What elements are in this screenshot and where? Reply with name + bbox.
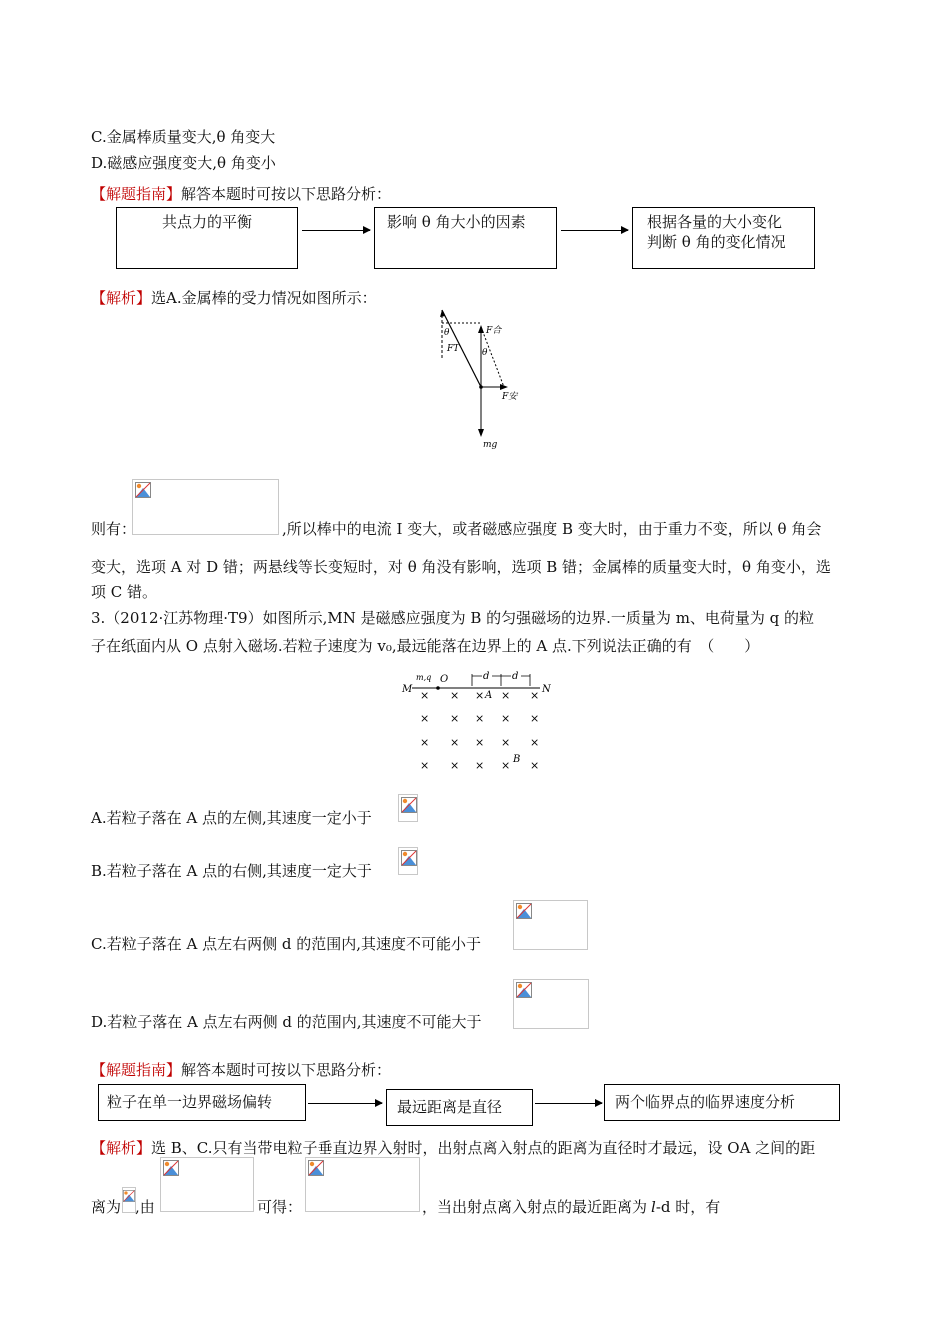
formula-image-placeholder-r	[160, 1157, 254, 1212]
analysis-2-text: 选 B、C.只有当带电粒子垂直边界入射时，出射点离入射点的距离为直径时才最远，设 OA 之间的距	[151, 1139, 816, 1157]
broken-image-icon	[516, 982, 532, 998]
analysis-1-tag: 【解析】	[91, 289, 152, 307]
analysis-1-text: 选A.金属棒的受力情况如图所示：	[151, 289, 377, 307]
field-cross-r3-c0: ×	[420, 759, 430, 772]
formula-image-placeholder-1	[132, 479, 279, 535]
broken-image-icon	[135, 482, 151, 498]
flow-arrow-1	[302, 230, 370, 231]
label-mq: m,q	[416, 673, 432, 682]
formula-image-placeholder-b	[398, 847, 418, 875]
analysis-1-line-2: 变大，选项 A 对 D 错；两悬线等长变短时，对 θ 角没有影响，选项 B 错；金属棒的质量变大时，θ 角变小，选	[91, 558, 831, 576]
field-cross-r0-c4: ×	[530, 689, 540, 702]
field-cross-r2-c2: ×	[475, 736, 485, 749]
broken-image-icon	[163, 1160, 179, 1176]
flow2-box-1-label: 粒子在单一边界磁场偏转	[107, 1093, 273, 1111]
flow-box-1-label: 共点力的平衡	[161, 213, 252, 231]
flow2-box-1	[98, 1084, 306, 1121]
guide-2-text: 解答本题时可按以下思路分析：	[181, 1061, 392, 1079]
theta-label-2: θ	[482, 348, 488, 358]
guide-2-heading	[91, 1060, 391, 1080]
flow2-box-2-label: 最远距离是直径	[397, 1098, 503, 1116]
analysis-2-line-2c: 可得：	[257, 1198, 303, 1216]
analysis-1-heading	[91, 288, 377, 308]
analysis-1-line-1: ,所以棒中的电流 I 变大，或者磁感应强度 B 变大时，由于重力不变，所以 θ 角会	[282, 520, 822, 538]
flow-box-3-line-1: 根据各量的大小变化	[647, 213, 783, 231]
flow2-box-3	[604, 1084, 840, 1121]
field-cross-r1-c0: ×	[420, 712, 430, 725]
broken-image-icon	[401, 797, 417, 813]
guide-1-heading	[91, 184, 391, 204]
analysis-2-line-2a: 离为	[91, 1198, 122, 1216]
guide-1-text: 解答本题时可按以下思路分析：	[181, 185, 392, 203]
force-diagram	[420, 305, 530, 450]
field-cross-r0-c1: ×	[450, 689, 460, 702]
field-cross-r1-c4: ×	[530, 712, 540, 725]
question-3-line-2: 子在纸面内从 O 点射入磁场.若粒子速度为 v₀,最远能落在边界上的 A 点.下列说法正确的有 （ ）	[91, 637, 760, 655]
gravity-arrowhead	[478, 429, 484, 437]
analysis-2-line-2e-text: -d 时，有	[655, 1198, 721, 1216]
analysis-2-line-2d-text: ，当出射点离入射点的最近距离为	[422, 1198, 648, 1216]
field-cross-r0-c2: ×	[475, 689, 485, 702]
flow-box-3-line-2: 判断 θ 角的变化情况	[647, 233, 786, 251]
f-an-label: F安	[502, 392, 518, 402]
field-cross-r2-c0: ×	[420, 736, 430, 749]
guide-1-tag: 【解题指南】	[91, 185, 182, 203]
field-cross-r1-c2: ×	[475, 712, 485, 725]
flow-box-3	[632, 207, 815, 269]
flow-box-2-label: 影响 θ 角大小的因素	[387, 213, 526, 231]
field-cross-r0-c0: ×	[420, 689, 430, 702]
label-b: B	[513, 754, 521, 765]
option-d: D.若粒子落在 A 点左右两侧 d 的范围内,其速度不可能大于	[91, 1013, 482, 1031]
option-c: C.若粒子落在 A 点左右两侧 d 的范围内,其速度不可能小于	[91, 935, 481, 953]
analysis-2-line-2d	[422, 1197, 720, 1217]
flow2-box-2	[386, 1089, 533, 1126]
field-cross-r2-c3: ×	[501, 736, 511, 749]
field-cross-r2-c4: ×	[530, 736, 540, 749]
flow2-arrow-2	[535, 1103, 602, 1104]
flow2-arrow-1	[308, 1103, 382, 1104]
label-d-2: d	[512, 671, 519, 682]
field-cross-r1-c3: ×	[501, 712, 511, 725]
label-o: O	[440, 674, 449, 685]
analysis-2-l-symbol: l	[651, 1198, 656, 1216]
option-b: B.若粒子落在 A 点的右侧,其速度一定大于	[91, 862, 372, 880]
flow-arrow-2	[561, 230, 628, 231]
label-n: N	[542, 684, 551, 695]
option-c-prev: C.金属棒质量变大,θ 角变大	[91, 128, 276, 146]
field-cross-r0-c3: ×	[501, 689, 511, 702]
theta-label-1: θ	[444, 328, 450, 338]
label-d-1: d	[483, 671, 490, 682]
rod-point	[479, 385, 483, 389]
formula-image-placeholder-c	[513, 900, 588, 950]
field-cross-r3-c1: ×	[450, 759, 460, 772]
field-cross-r2-c1: ×	[450, 736, 460, 749]
field-cross-r3-c2: ×	[475, 759, 485, 772]
formula-image-placeholder-d	[513, 979, 589, 1029]
ampere-arrowhead	[500, 384, 508, 390]
option-d-prev: D.磁感应强度变大,θ 角变小	[91, 154, 276, 172]
flow-box-2	[374, 207, 557, 269]
field-cross-r3-c3: ×	[501, 759, 511, 772]
f-he-label: F合	[486, 326, 502, 336]
f-t-label: FT	[447, 344, 460, 354]
analysis-1-line-3: 项 C 错。	[91, 583, 158, 601]
analysis-2-tag: 【解析】	[91, 1139, 152, 1157]
formula-image-placeholder-oa	[122, 1187, 136, 1213]
label-a: A	[485, 690, 493, 701]
formula-image-placeholder-a	[398, 794, 418, 822]
broken-image-icon	[308, 1160, 324, 1176]
field-cross-r3-c4: ×	[530, 759, 540, 772]
flow2-box-3-label: 两个临界点的临界速度分析	[615, 1093, 796, 1111]
broken-image-icon	[401, 850, 417, 866]
field-crosses	[420, 689, 539, 772]
mg-label: mg	[483, 440, 498, 450]
point-o	[436, 686, 440, 690]
analysis-2-line-1	[91, 1138, 815, 1158]
analysis-1-then-prefix: 则有：	[91, 520, 137, 538]
broken-image-icon	[123, 1190, 135, 1202]
magnetic-field-diagram	[400, 664, 560, 776]
question-3-line-1: 3.（2012·江苏物理·T9）如图所示,MN 是磁感应强度为 B 的匀强磁场的边界.一质量为 m、电荷量为 q 的粒	[91, 609, 815, 627]
flow-box-1	[116, 207, 298, 269]
formula-image-placeholder-v	[305, 1157, 420, 1212]
broken-image-icon	[516, 903, 532, 919]
field-cross-r1-c1: ×	[450, 712, 460, 725]
analysis-2-line-2b: ,由	[135, 1198, 155, 1216]
guide-2-tag: 【解题指南】	[91, 1061, 182, 1079]
label-m: M	[402, 684, 413, 695]
option-a: A.若粒子落在 A 点的左侧,其速度一定小于	[91, 809, 372, 827]
